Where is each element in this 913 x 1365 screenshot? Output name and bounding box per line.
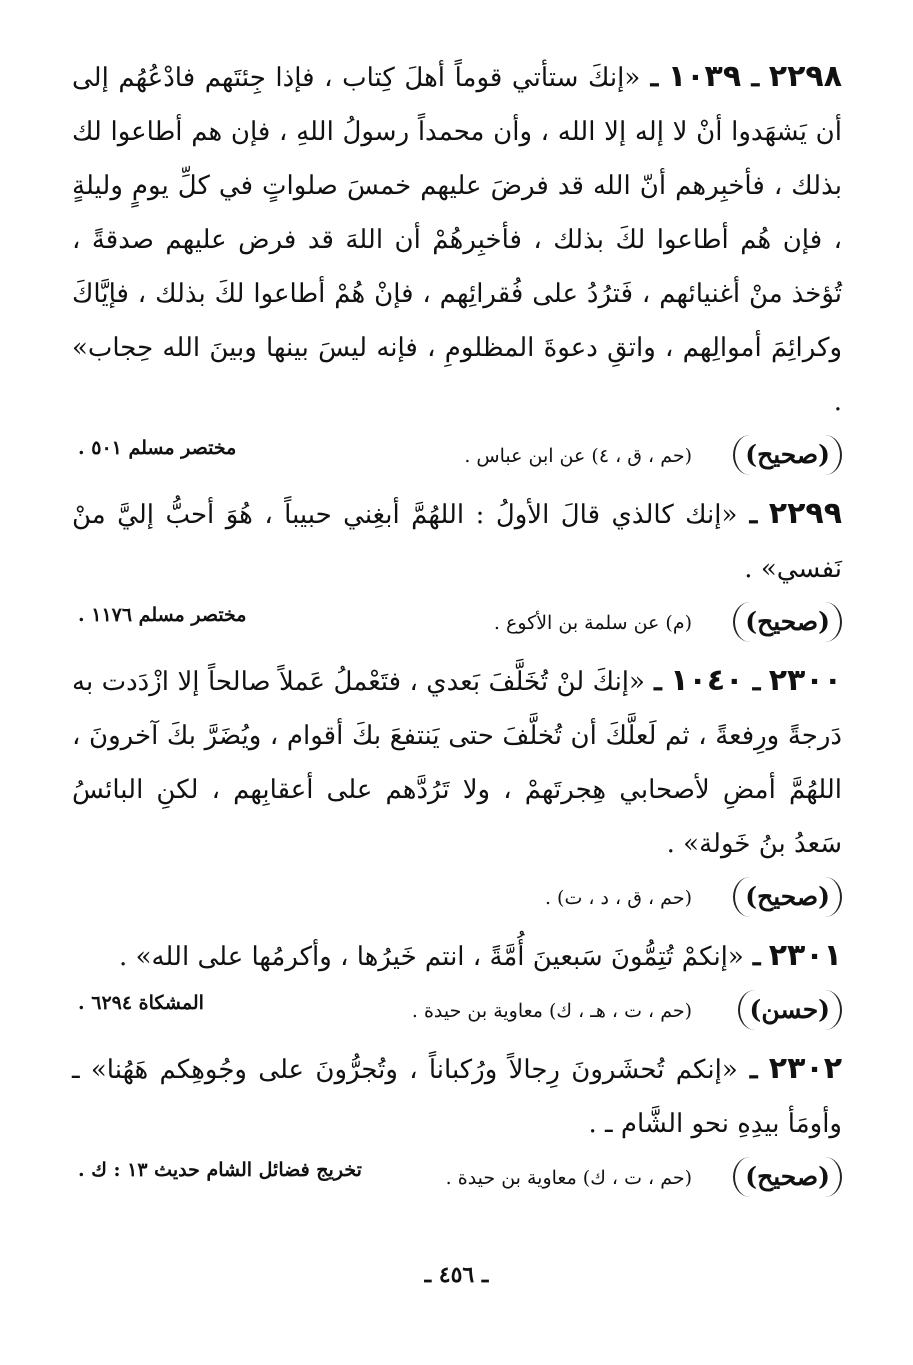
hadith-text: «إنكمْ تُتِمُّونَ سَبعينَ أُمَّةً ، انتم خَيرُها ، وأكرمُها على الله» . — [119, 942, 744, 972]
hadith-reference — [72, 1151, 842, 1209]
hadith-entry: ٢٣٠١ ـ «إنكمْ تُتِمُّونَ سَبعينَ أُمَّةً ، انتم خَيرُها ، وأكرمُها على الله» . — [119, 938, 842, 973]
book-reference: مختصر مسلم ٥٠١ . — [78, 437, 237, 459]
grade-label: (صحيح) — [733, 877, 842, 917]
hadith-number: ٢٢٩٨ — [768, 59, 843, 94]
hadith-entry: ٢٢٩٨ ـ ١٠٣٩ ـ «إنكَ ستأتي قوماً أهلَ كِتاب ، فإذا جِئتَهم فادْعُهُم إلى أن يَشهَدوا أنْ لا إله إلا الله ، وأن محمداً رسولُ اللهِ ، فإن هم أطاعوا لك بذلك ، فأخبِرهم أنّ الله قد فرضَ عليهم خمسَ صلواتٍ في كلِّ يومٍ وليلةٍ ، فإن هُم أطاعوا لكَ بذلك ، فأخبِرهُمْ أن اللهَ قد فرض عليهم صدقةً ، تُؤخذ منْ أغنيائهم ، فَترُدُ على فُقرائِهم ، فإنْ هُمْ أطاعوا لكَ بذلك ، فإيَّاكَ وكرائِمَ أموالِهم ، واتقِ دعوةَ المظلومِ ، فإنه ليسَ بينها وبينَ الله حِجاب» . — [72, 59, 843, 417]
page-number: ـ ٤٥٦ ـ — [424, 1262, 489, 1288]
hadith-number: ٢٣٠٢ — [768, 1051, 843, 1086]
sources-text: (م) عن سلمة بن الأكوع . — [493, 612, 692, 634]
grade-label: (صحيح) — [733, 1157, 842, 1197]
hadith-number: ٢٣٠٠ — [768, 663, 842, 698]
hadith-reference — [72, 596, 842, 654]
hadith-reference — [72, 984, 842, 1042]
hadith-reference — [72, 429, 842, 487]
hadith-text: «إنك كالذي قالَ الأولُ : اللهُمَّ أبغِني حبيباً ، هُوَ أحبُّ إليَّ منْ نَفسي» . — [72, 500, 842, 584]
sources-text: (حم ، ت ، هـ ، ك) معاوية بن حيدة . — [411, 1000, 692, 1022]
grade-label: (صحيح) — [733, 435, 842, 475]
hadith-secondary-number: ١٠٤٠ — [670, 663, 744, 698]
hadith-reference — [72, 871, 842, 929]
hadith-text: «إنكَ لنْ تُخَلَّفَ بَعدي ، فتَعْملُ عَملاً صالحاً إلا ازْدَدت به دَرجةً ورِفعةً ، ثم لَعلَّكَ أن تُخلَّفَ حتى يَنتفعَ بكَ أقوام ، ويُضَرَّ بكَ آخرونَ ، اللهُمَّ أمضِ لأصحابي هِجرتَهمْ ، ولا تَرُدَّهم على أعقابِهم ، لكنِ البائسُ سَعدُ بنُ خَولة» . — [72, 667, 842, 859]
sources-text: (حم ، ق ، ٤) عن ابن عباس . — [464, 445, 692, 467]
hadith-text: «إنكم تُحشَرونَ رِجالاً ورُكباناً ، وتُجرُّونَ على وجُوهِكم هَهُنا» ـ وأومَأ بيدِهِ نحو الشَّام ـ . — [72, 1055, 842, 1139]
hadith-number: ٢٢٩٩ — [768, 496, 843, 531]
book-reference: المشكاة ٦٢٩٤ . — [78, 992, 204, 1014]
book-reference: مختصر مسلم ١١٧٦ . — [78, 604, 247, 626]
hadith-entry: ٢٣٠٢ ـ «إنكم تُحشَرونَ رِجالاً ورُكباناً ، وتُجرُّونَ على وجُوهِكم هَهُنا» ـ وأومَأ بيدِهِ نحو الشَّام ـ . — [72, 1051, 843, 1139]
grade-label: (حسن) — [738, 990, 842, 1030]
sources-text: (حم ، ق ، د ، ت) . — [544, 887, 692, 909]
page-content — [72, 50, 842, 1209]
hadith-entry: ٢٢٩٩ ـ «إنك كالذي قالَ الأولُ : اللهُمَّ أبغِني حبيباً ، هُوَ أحبُّ إليَّ منْ نَفسي» . — [72, 496, 843, 584]
hadith-text: «إنكَ ستأتي قوماً أهلَ كِتاب ، فإذا جِئتَهم فادْعُهُم إلى أن يَشهَدوا أنْ لا إله إلا الله ، وأن محمداً رسولُ اللهِ ، فإن هم أطاعوا لك بذلك ، فأخبِرهم أنّ الله قد فرضَ عليهم خمسَ صلواتٍ في كلِّ يومٍ وليلةٍ ، فإن هُم أطاعوا لكَ بذلك ، فأخبِرهُمْ أن اللهَ قد فرض عليهم صدقةً ، تُؤخذ منْ أغنيائهم ، فَترُدُ على فُقرائِهم ، فإنْ هُمْ أطاعوا لكَ بذلك ، فإيَّاكَ وكرائِمَ أموالِهم ، واتقِ دعوةَ المظلومِ ، فإنه ليسَ بينها وبينَ الله حِجاب» . — [72, 63, 842, 417]
book-reference: تخريج فضائل الشام حديث ١٣ : ك . — [78, 1159, 362, 1181]
sources-text: (حم ، ت ، ك) معاوية بن حيدة . — [445, 1167, 692, 1189]
hadith-secondary-number: ١٠٣٩ — [667, 59, 742, 94]
hadith-number: ٢٣٠١ — [768, 938, 842, 973]
grade-label: (صحيح) — [733, 602, 842, 642]
hadith-entry: ٢٣٠٠ ـ ١٠٤٠ ـ «إنكَ لنْ تُخَلَّفَ بَعدي ، فتَعْملُ عَملاً صالحاً إلا ازْدَدت به دَرجةً ورِفعةً ، ثم لَعلَّكَ أن تُخلَّفَ حتى يَنتفعَ بكَ أقوام ، ويُضَرَّ بكَ آخرونَ ، اللهُمَّ أمضِ لأصحابي هِجرتَهمْ ، ولا تَرُدَّهم على أعقابِهم ، لكنِ البائسُ سَعدُ بنُ خَولة» . — [72, 663, 842, 859]
